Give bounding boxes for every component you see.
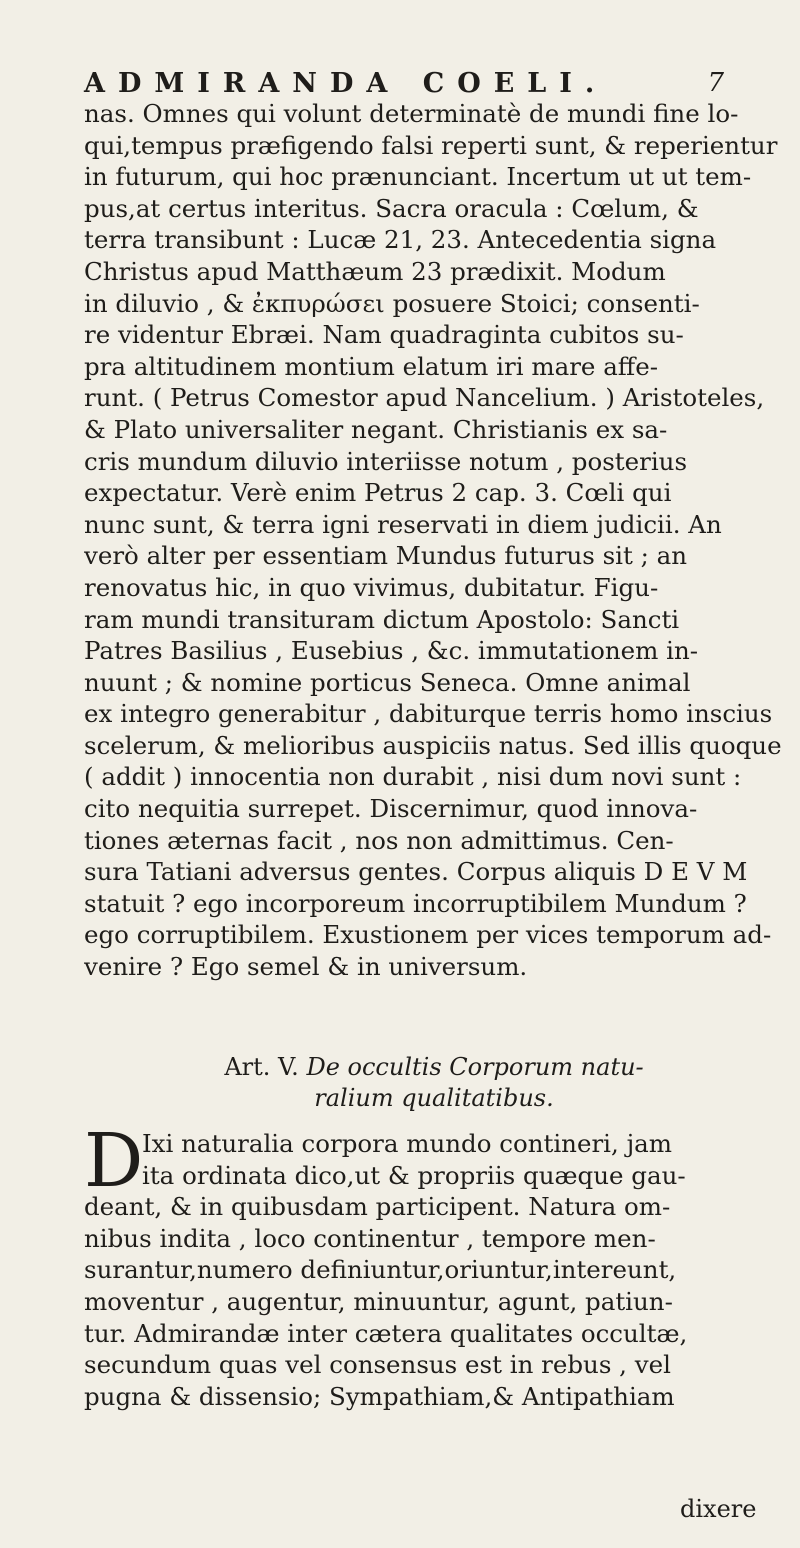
text-line: ego corruptibilem. Exustionem per vices temporum ad- — [84, 920, 772, 950]
text-line: pus,at certus interitus. Sacra oracula : Cœlum, & — [84, 193, 699, 223]
running-title: ADMIRANDA COELI. — [84, 67, 608, 99]
text-line: venire ? Ego semel & in universum. — [84, 952, 528, 982]
text-line: cito nequitia surrepet. Discernimur, quod innova- — [84, 794, 698, 824]
text-line: runt. ( Petrus Comestor apud Nancelium. ) Aristoteles, — [84, 383, 765, 413]
text-line: ram mundi transituram dictum Apostolo: Sancti — [84, 604, 680, 634]
text-line: secundum quas vel consensus est in rebus , vel — [84, 1350, 671, 1380]
text-line: deant, & in quibusdam participent. Natura om- — [84, 1192, 671, 1222]
text-line: scelerum, & melioribus auspiciis natus. Sed illis quoque — [84, 730, 782, 760]
text-line: qui,tempus præfigendo falsi reperti sunt, & reperientur — [84, 130, 778, 160]
text-line: tiones æternas facit , nos non admittimus. Cen- — [84, 825, 674, 855]
text-line: nuunt ; & nomine porticus Seneca. Omne animal — [84, 667, 691, 697]
running-head — [84, 64, 724, 102]
text-line: surantur,numero definiuntur,oriuntur,intereunt, — [84, 1255, 677, 1285]
text-line: verò alter per essentiam Mundus futurus sit ; an — [84, 541, 688, 571]
drop-cap: D — [84, 1118, 144, 1204]
text-line: in diluvio , & ἐκπυρώσει posuere Stoici; consenti- — [84, 288, 700, 318]
text-line: moventur , augentur, minuuntur, agunt, patiun- — [84, 1286, 673, 1316]
text-line: terra transibunt : Lucæ 21, 23. Antecedentia signa — [84, 225, 717, 255]
text-line: ita ordinata dico,ut & propriis quæque gau- — [142, 1160, 686, 1190]
catchword: dixere — [680, 1495, 757, 1523]
text-line: sura Tatiani adversus gentes. Corpus aliquis D E V M — [84, 857, 748, 887]
text-line: ( addit ) innocentia non durabit , nisi dum novi sunt : — [84, 762, 742, 792]
text-line: nunc sunt, & terra igni reservati in diem judicii. An — [84, 509, 722, 539]
text-line: pugna & dissensio; Sympathiam,& Antipathiam — [84, 1381, 675, 1411]
text-line: Christus apud Matthæum 23 prædixit. Modum — [84, 256, 666, 286]
text-line: renovatus hic, in quo vivimus, dubitatur. Figu- — [84, 572, 659, 602]
section-heading-line-1 — [84, 1052, 784, 1083]
text-line: Ixi naturalia corpora mundo contineri, jam — [142, 1129, 673, 1158]
text-line: nibus indita , loco continentur , tempore men- — [84, 1223, 656, 1253]
section-label: Art. V. — [224, 1053, 299, 1081]
paragraph-2 — [84, 1118, 784, 1412]
text-line: Patres Basilius , Eusebius , &c. immutationem in- — [84, 636, 699, 666]
text-line: nas. Omnes qui volunt determinatè de mundi fine lo- — [84, 99, 739, 128]
text-line: statuit ? ego incorporeum incorruptibilem Mundum ? — [84, 888, 747, 918]
section-title-part-1: De occultis Corporum natu- — [306, 1053, 644, 1081]
text-line: pra altitudinem montium elatum iri mare affe- — [84, 351, 658, 381]
section-heading — [84, 1052, 784, 1114]
paragraph-1 — [84, 98, 784, 983]
text-line: cris mundum diluvio interiisse notum , posterius — [84, 446, 688, 476]
text-line: re videntur Ebræi. Nam quadraginta cubitos su- — [84, 320, 684, 350]
text-line: expectatur. Verè enim Petrus 2 cap. 3. Cœli qui — [84, 478, 672, 508]
text-line: tur. Admirandæ inter cætera qualitates occultæ, — [84, 1318, 688, 1348]
text-line: in futurum, qui hoc prænunciant. Incertum ut ut tem- — [84, 162, 752, 192]
page-number: 7 — [707, 68, 724, 98]
section-title-part-2: ralium qualitatibus. — [314, 1084, 554, 1112]
text-line: ex integro generabitur , dabiturque terris homo inscius — [84, 699, 773, 729]
text-line: & Plato universaliter negant. Christianis ex sa- — [84, 414, 668, 444]
